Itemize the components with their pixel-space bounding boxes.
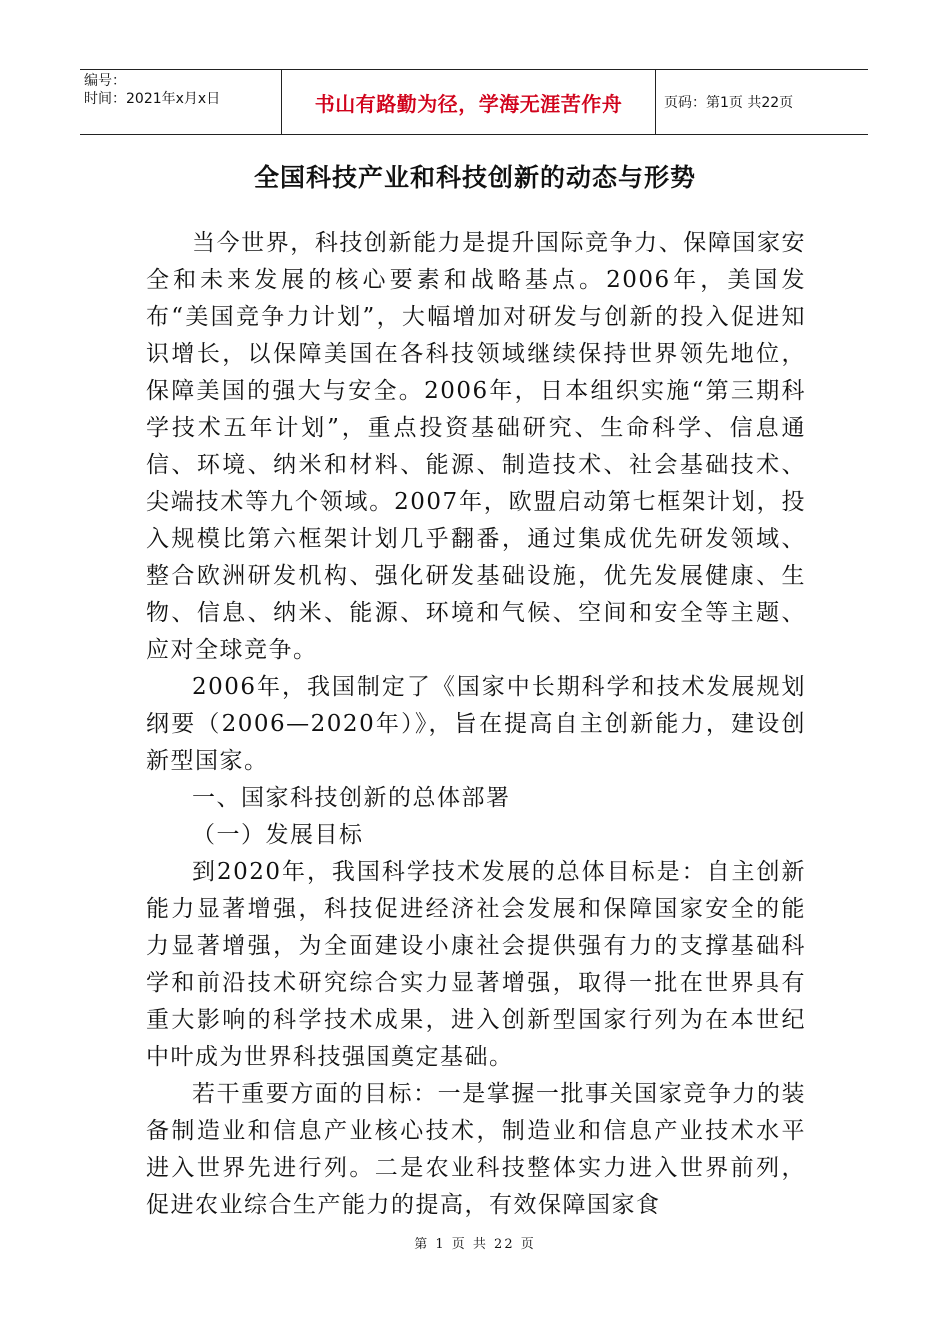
header-table bbox=[80, 69, 868, 135]
paragraph: 2006年，我国制定了《国家中长期科学和技术发展规划纲要（2006—2020年）》，旨在提高自主创新能力，建设创新型国家。 bbox=[146, 674, 806, 774]
section-heading: 一、国家科技创新的总体部署 bbox=[192, 785, 511, 811]
paragraph: 当今世界，科技创新能力是提升国际竞争力、保障国家安全和未来发展的核心要素和战略基点。2006年，美国发布“美国竞争力计划”，大幅增加对研发与创新的投入促进知识增长，以保障美国在各科技领域继续保持世界领先地位，保障美国的强大与安全。2006年，日本组织实施“第三期科学技术五年计划”，重点投资基础研究、生命科学、信息通信、环境、纳米和材料、能源、制造技术、社会基础技术、尖端技术等九个领域。2007年，欧盟启动第七框架计划，投入规模比第六框架计划几乎翻番，通过集成优先研发领域、整合欧洲研发机构、强化研发基础设施，优先发展健康、生物、信息、纳米、能源、环境和气候、空间和安全等主题、应对全球竞争。 bbox=[146, 230, 806, 663]
header-motto-cell bbox=[282, 70, 656, 134]
header-left-cell bbox=[80, 70, 282, 134]
document-body bbox=[146, 225, 806, 1224]
paragraph: 到2020年，我国科学技术发展的总体目标是：自主创新能力显著增强，科技促进经济社会发展和保障国家安全的能力显著增强，为全面建设小康社会提供强有力的支撑基础科学和前沿技术研究综合实力显著增强，取得一批在世界具有重大影响的科学技术成果，进入创新型国家行列为在本世纪中叶成为世界科技强国奠定基础。 bbox=[146, 859, 806, 1070]
page-footer: 第 1 页 共 22 页 bbox=[414, 1237, 536, 1252]
header-page-cell bbox=[656, 70, 868, 134]
subsection-heading: （一）发展目标 bbox=[192, 822, 364, 848]
document-title: 全国科技产业和科技创新的动态与形势 bbox=[253, 163, 696, 192]
page-info: 页码：第1页 共22页 bbox=[664, 95, 794, 111]
motto-text: 书山有路勤为径，学海无涯苦作舟 bbox=[314, 91, 623, 116]
paragraph: 若干重要方面的目标：一是掌握一批事关国家竞争力的装备制造业和信息产业核心技术，制造业和信息产业技术水平进入世界先进行列。二是农业科技整体实力进入世界前列，促进农业综合生产能力的提高，有效保障国家食 bbox=[146, 1081, 806, 1218]
date-label: 时间：2021年x月x日 bbox=[84, 91, 221, 107]
number-label: 编号： bbox=[84, 73, 126, 89]
